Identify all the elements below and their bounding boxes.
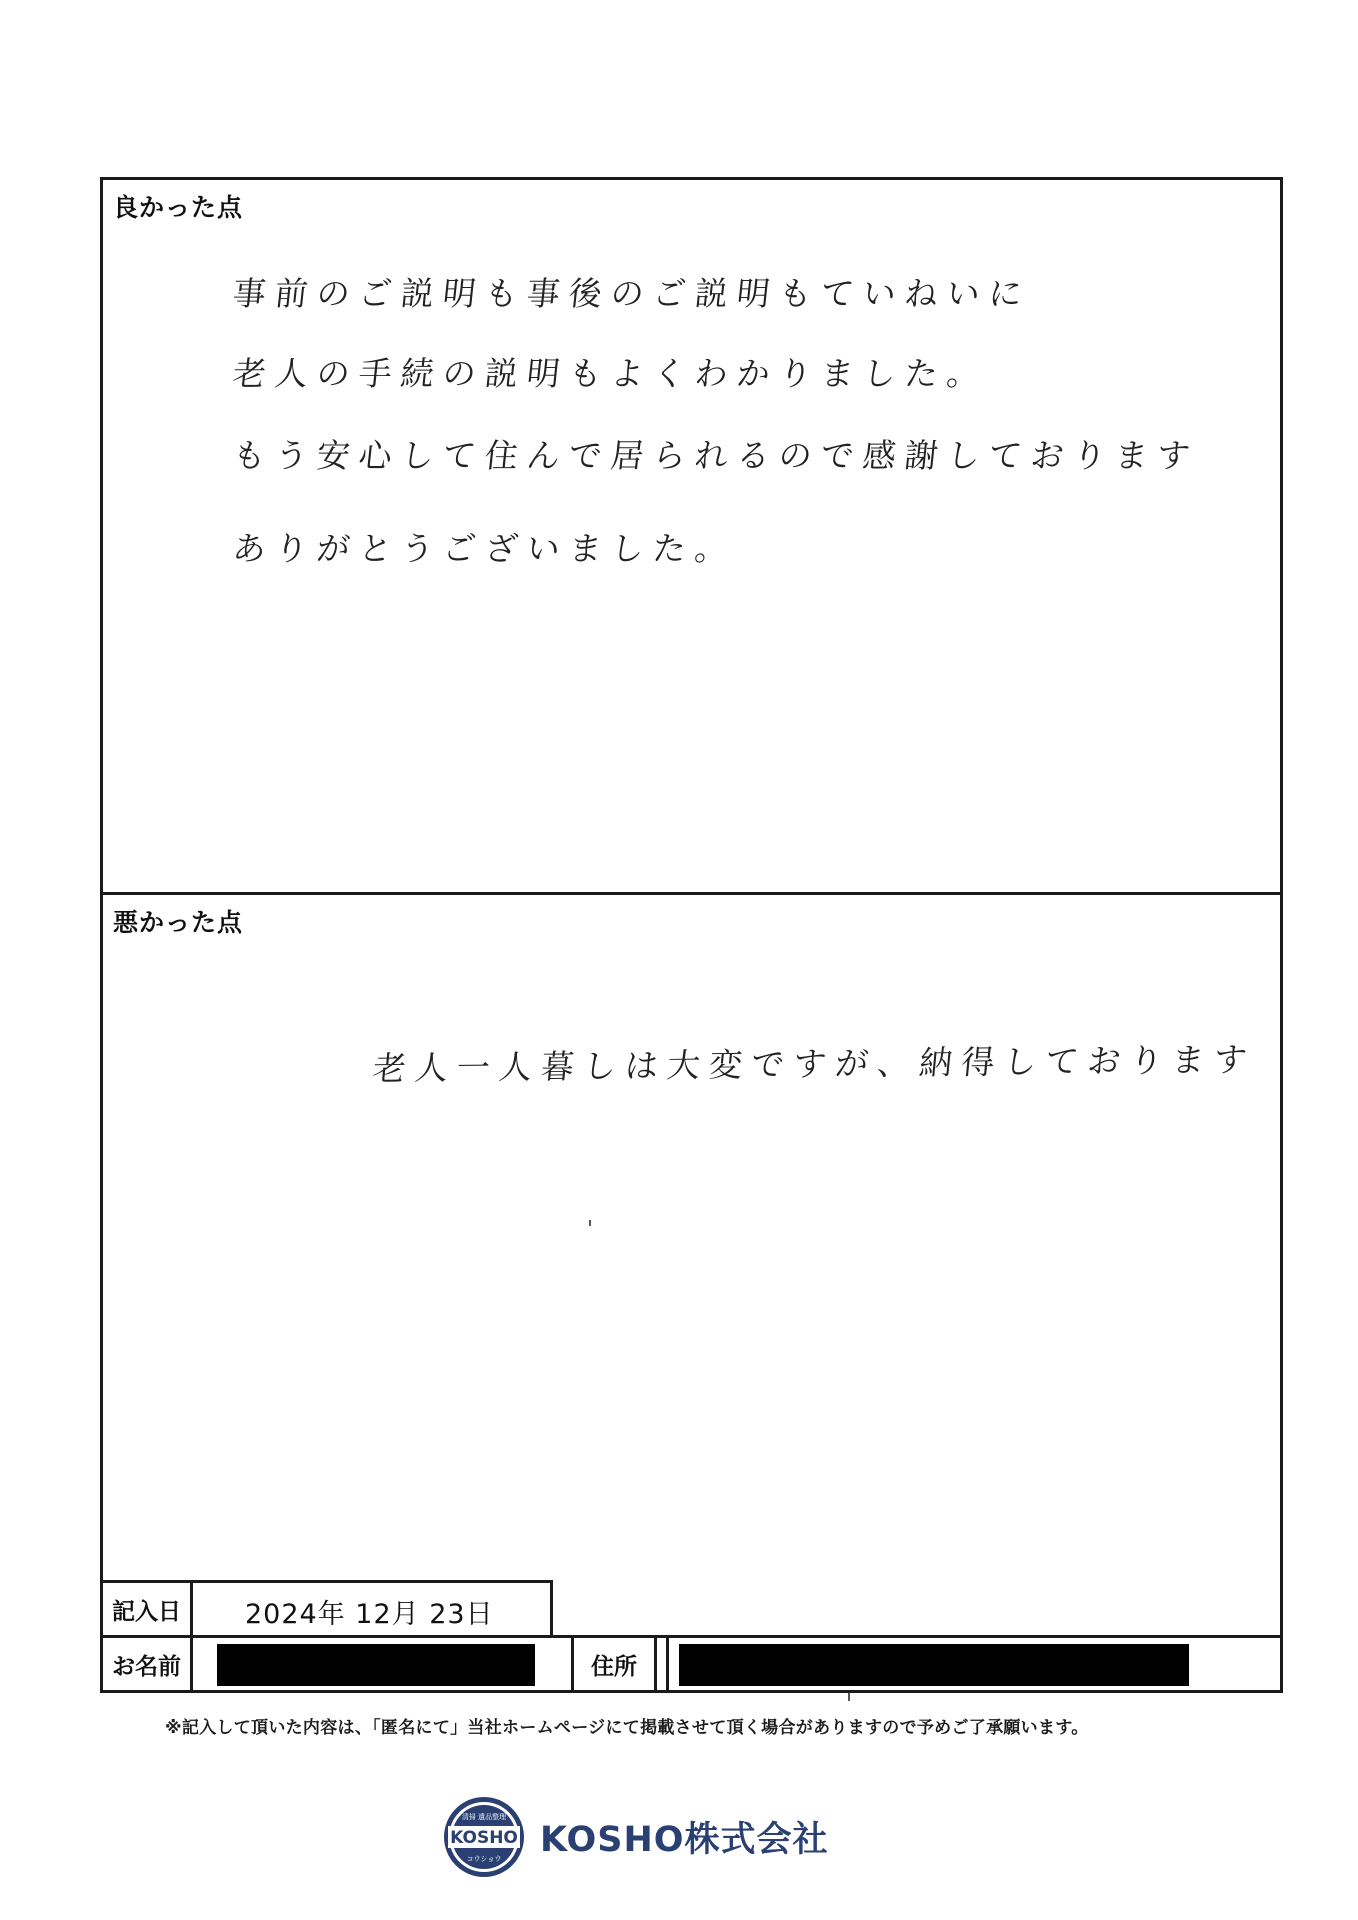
address-redaction xyxy=(679,1644,1189,1686)
bad-points-line: 老人一人暮しは大変ですが、納得しております xyxy=(370,1039,1258,1088)
scan-speck xyxy=(848,1693,850,1701)
feedback-form xyxy=(100,177,1283,1693)
good-points-line: ありがとうございました。 xyxy=(230,529,739,568)
entry-date-row xyxy=(103,1580,553,1635)
scan-speck xyxy=(589,1220,591,1226)
bad-points-section xyxy=(103,895,1280,1580)
company-logo xyxy=(442,1795,829,1879)
seal-main-text: KOSHO xyxy=(450,1828,518,1848)
good-points-title: 良かった点 xyxy=(113,193,244,222)
entry-date-value: 2024年 12月 23日 xyxy=(245,1599,494,1630)
name-label: お名前 xyxy=(103,1638,193,1690)
good-points-line: もう安心して住んで居られるので感謝しております xyxy=(230,436,1201,475)
good-points-section xyxy=(103,180,1280,895)
seal-bottom-text: コウショウ xyxy=(466,1855,502,1863)
bad-points-title: 悪かった点 xyxy=(113,908,244,937)
company-name: KOSHO株式会社 xyxy=(540,1820,829,1860)
address-label: 住所 xyxy=(571,1638,657,1690)
good-points-line: 事前のご説明も事後のご説明もていねいに xyxy=(230,274,1033,313)
disclaimer-note: ※記入して頂いた内容は、「匿名にて」当社ホームページにて掲載させて頂く場合がありますので予めご了承願います。 xyxy=(165,1718,1089,1738)
good-points-line: 老人の手続の説明もよくわかりました。 xyxy=(230,354,991,393)
address-divider xyxy=(666,1638,669,1690)
name-redaction xyxy=(217,1644,535,1686)
form-footer-rows xyxy=(103,1580,1280,1690)
kosho-seal-icon xyxy=(442,1795,526,1879)
entry-date-label: 記入日 xyxy=(103,1583,193,1635)
seal-top-text: 清掃 遺品整理 xyxy=(461,1813,507,1821)
name-address-row xyxy=(103,1635,1280,1690)
